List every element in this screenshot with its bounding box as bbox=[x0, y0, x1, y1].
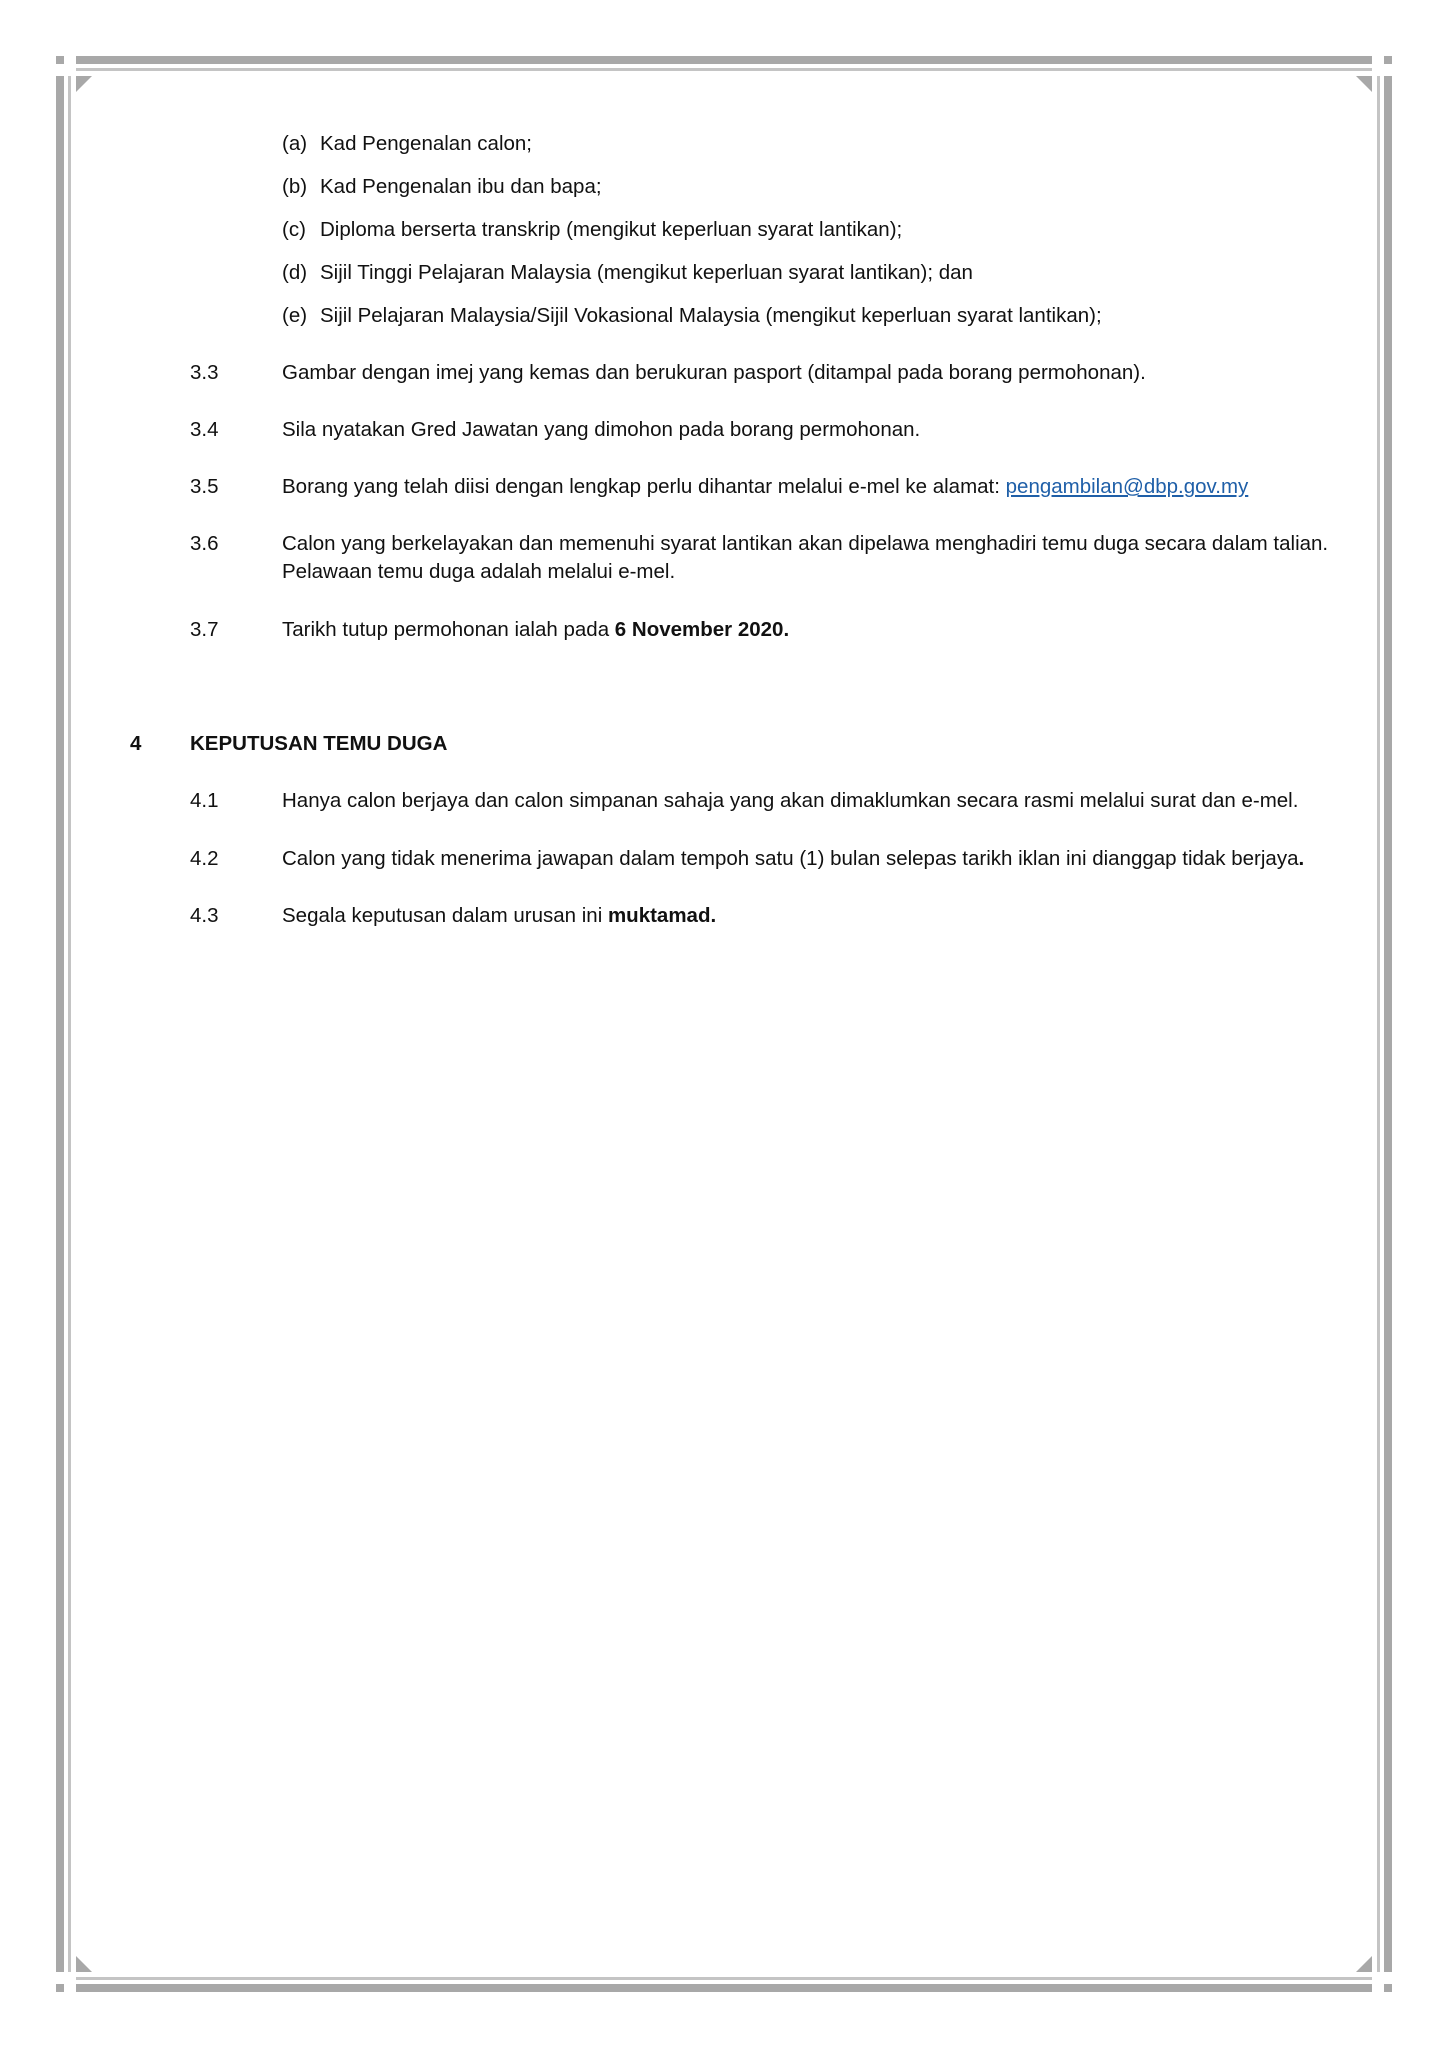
corner-triangle-tr bbox=[1356, 76, 1372, 92]
item-number: 3.3 bbox=[190, 361, 219, 384]
sub-item-letter: (e) bbox=[282, 304, 308, 327]
border-inner-right bbox=[1377, 76, 1380, 1972]
sub-item-text: Diploma berserta transkrip (mengikut keperluan syarat lantikan); bbox=[320, 218, 903, 241]
border-top bbox=[76, 56, 1372, 64]
border-left bbox=[56, 76, 64, 1972]
section-title: KEPUTUSAN TEMU DUGA bbox=[190, 732, 448, 755]
item-text-bold: muktamad. bbox=[607, 904, 717, 927]
corner-triangle-bl bbox=[76, 1956, 92, 1972]
page-border-frame bbox=[56, 56, 1392, 1992]
item-number: 3.7 bbox=[190, 618, 219, 641]
item-text: Gambar dengan imej yang kemas dan berukuran pasport (ditampal pada borang permohonan). bbox=[282, 361, 1146, 384]
section-number: 4 bbox=[130, 732, 142, 755]
item-text: Calon yang tidak menerima jawapan dalam tempoh satu (1) bulan selepas tarikh iklan ini dianggap tidak berjaya bbox=[282, 847, 1299, 870]
item-text: Tarikh tutup permohonan ialah pada bbox=[282, 618, 615, 641]
sub-item-letter: (b) bbox=[282, 175, 308, 198]
item-number: 4.1 bbox=[190, 789, 219, 812]
sub-item-letter: (a) bbox=[282, 132, 308, 155]
item-text-wrapper bbox=[282, 845, 1304, 873]
item-number: 3.4 bbox=[190, 418, 219, 441]
sub-item-text: Kad Pengenalan ibu dan bapa; bbox=[320, 175, 602, 198]
item-text-wrapper bbox=[282, 473, 1248, 501]
item-text-wrapper bbox=[282, 616, 789, 644]
item-number: 4.3 bbox=[190, 904, 219, 927]
item-text-wrapper bbox=[282, 902, 716, 930]
email-link[interactable]: pengambilan@dbp.gov.my bbox=[1005, 475, 1249, 498]
corner-triangle-br bbox=[1356, 1956, 1372, 1972]
item-number: 3.5 bbox=[190, 475, 219, 498]
item-text-bold: . bbox=[1298, 847, 1305, 870]
border-inner-top bbox=[76, 68, 1372, 71]
sub-item-text: Sijil Pelajaran Malaysia/Sijil Vokasional Malaysia (mengikut keperluan syarat lantikan); bbox=[320, 304, 1102, 327]
item-text: Segala keputusan dalam urusan ini bbox=[282, 904, 608, 927]
sub-item-letter: (d) bbox=[282, 261, 308, 284]
closing-date: 6 November 2020. bbox=[614, 618, 790, 641]
item-text: Sila nyatakan Gred Jawatan yang dimohon pada borang permohonan. bbox=[282, 418, 921, 441]
item-number: 4.2 bbox=[190, 847, 219, 870]
border-inner-bottom bbox=[76, 1977, 1372, 1980]
corner-dot-bl bbox=[56, 1984, 64, 1992]
item-text: Hanya calon berjaya dan calon simpanan sahaja yang akan dimaklumkan secara rasmi melalui surat dan e-mel. bbox=[282, 789, 1299, 812]
corner-triangle-tl bbox=[76, 76, 92, 92]
item-text-line1: Calon yang berkelayakan dan memenuhi syarat lantikan akan dipelawa menghadiri temu duga secara dalam talian. bbox=[282, 532, 1329, 555]
corner-dot-br bbox=[1384, 1984, 1392, 1992]
border-inner-left bbox=[68, 76, 71, 1972]
item-number: 3.6 bbox=[190, 532, 219, 555]
item-text: Borang yang telah diisi dengan lengkap perlu dihantar melalui e-mel ke alamat: bbox=[282, 475, 1006, 498]
corner-dot-tl bbox=[56, 56, 64, 64]
border-right bbox=[1384, 76, 1392, 1972]
sub-item-letter: (c) bbox=[282, 218, 306, 241]
border-bottom bbox=[76, 1984, 1372, 1992]
item-text-line2: Pelawaan temu duga adalah melalui e-mel. bbox=[282, 560, 676, 583]
sub-item-text: Kad Pengenalan calon; bbox=[320, 132, 533, 155]
sub-item-text: Sijil Tinggi Pelajaran Malaysia (mengikut keperluan syarat lantikan); dan bbox=[320, 261, 973, 284]
corner-dot-tr bbox=[1384, 56, 1392, 64]
